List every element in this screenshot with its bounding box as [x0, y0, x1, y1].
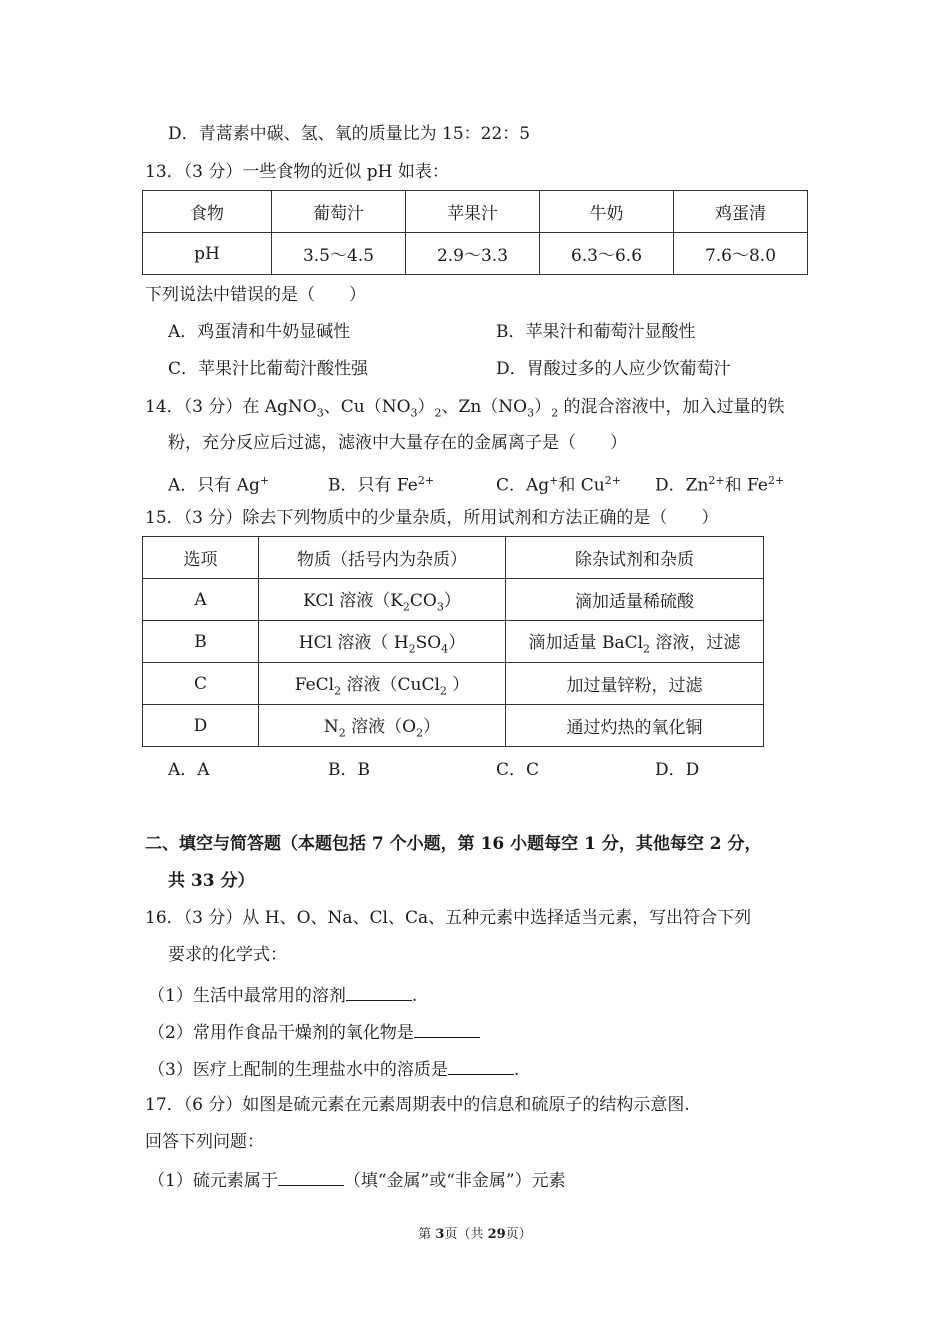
- table-cell: B: [143, 621, 259, 663]
- table-header-cell: 苹果汁: [406, 191, 540, 233]
- q13-stem: 13．（3 分）一些食物的近似 pH 如表：: [145, 162, 449, 182]
- table-cell: 通过灼热的氧化铜: [506, 705, 764, 747]
- q15-stem: 15．（3 分）除去下列物质中的少量杂质，所用试剂和方法正确的是（ ）: [145, 508, 719, 528]
- q15-option-c: C．C: [496, 760, 540, 780]
- q14-option-d: D．$Zn^{2+}$和 $Fe^{2+}$: [655, 474, 785, 496]
- table-cell: FeCl$_2$ 溶液（CuCl$_2$ ）: [259, 663, 506, 705]
- answer-blank[interactable]: [414, 1020, 480, 1038]
- table-cell: KCl 溶液$(K_2CO_3)$: [259, 579, 506, 621]
- table-cell: pH: [143, 233, 272, 275]
- q13-option-a: A．鸡蛋清和牛奶显碱性: [168, 322, 351, 342]
- table-header-cell: 选项: [143, 537, 259, 579]
- q15-option-b: B．B: [328, 760, 370, 780]
- table-header-cell: 物质（括号内为杂质）: [259, 537, 506, 579]
- q17-stem-line2: 回答下列问题：: [145, 1132, 264, 1152]
- table-cell: D: [143, 705, 259, 747]
- page-footer: 第 3页（共 29页）: [418, 1227, 532, 1242]
- q13-option-c: C．苹果汁比葡萄汁酸性强: [168, 359, 369, 379]
- table-row: [143, 579, 764, 621]
- q13-question: 下列说法中错误的是（ ）: [145, 285, 366, 305]
- table-row: [143, 705, 764, 747]
- q14-option-a: A．只有 Ag+: [168, 474, 270, 496]
- table-cell: 加过量锌粉，过滤: [506, 663, 764, 705]
- table-cell: $N_2$ 溶液$(O_2)$: [259, 705, 506, 747]
- table-cell: 滴加适量 BaCl$_2$ 溶液，过滤: [506, 621, 764, 663]
- table-header-cell: 鸡蛋清: [674, 191, 808, 233]
- table-header-cell: 葡萄汁: [272, 191, 406, 233]
- table-cell: 6.3～6.6: [540, 233, 674, 275]
- table-row: [143, 663, 764, 705]
- answer-blank[interactable]: [278, 1168, 344, 1186]
- q16-part-2: （2）常用作食品干燥剂的氧化物是: [148, 1020, 480, 1044]
- q13-option-b: B．苹果汁和葡萄汁显酸性: [496, 322, 696, 342]
- table-header-cell: 牛奶: [540, 191, 674, 233]
- q16-part-3: （3）医疗上配制的生理盐水中的溶质是 .: [148, 1057, 519, 1081]
- q16-part-1: （1）生活中最常用的溶剂 .: [148, 983, 417, 1007]
- table-cell: 滴加适量稀硫酸: [506, 579, 764, 621]
- q14-stem-line2: 粉，充分反应后过滤，滤液中大量存在的金属离子是（ ）: [168, 433, 627, 453]
- table-header-cell: 除杂试剂和杂质: [506, 537, 764, 579]
- table-cell: 3.5～4.5: [272, 233, 406, 275]
- q14-option-b: B．只有 $Fe^{2+}$: [328, 474, 435, 496]
- q16-stem-line2: 要求的化学式：: [168, 945, 287, 965]
- q17-part-1: （1）硫元素属于 （填“金属”或“非金属”）元素: [148, 1168, 566, 1192]
- table-cell: 7.6～8.0: [674, 233, 808, 275]
- q13-option-d: D．胃酸过多的人应少饮葡萄汁: [496, 359, 731, 379]
- q13-ph-table: [142, 190, 808, 275]
- table-cell: 2.9～3.3: [406, 233, 540, 275]
- q17-stem: 17．（6 分）如图是硫元素在元素周期表中的信息和硫原子的结构示意图.: [145, 1095, 690, 1115]
- q15-option-a: A．A: [168, 760, 210, 780]
- table-row: [143, 621, 764, 663]
- table-cell: A: [143, 579, 259, 621]
- section-2-heading-line2: 共 33 分）: [168, 871, 255, 891]
- q14-stem: 14．（3 分）在 AgNO$_3$、$Cu(NO_3)_2$、$Zn(NO_3)_2$ 的混合溶液中，加入过量的铁: [145, 397, 785, 420]
- table-cell: C: [143, 663, 259, 705]
- answer-blank[interactable]: [448, 1057, 514, 1075]
- q12-option-d: D．青蒿素中碳、氢、氧的质量比为 15：22：5: [168, 124, 531, 144]
- q16-stem: 16．（3 分）从 H、O、Na、Cl、Ca、五种元素中选择适当元素，写出符合下列: [145, 908, 752, 928]
- q14-option-c: C．Ag+和 $Cu^{2+}$: [496, 474, 621, 496]
- q15-option-d: D．D: [655, 760, 700, 780]
- section-2-heading: 二、填空与简答题（本题包括 7 个小题，第 16 小题每空 1 分，其他每空 2 分，: [145, 834, 762, 854]
- q15-table: [142, 536, 764, 747]
- table-header-cell: 食物: [143, 191, 272, 233]
- table-cell: HCl 溶液（ $H_2SO_4$）: [259, 621, 506, 663]
- answer-blank[interactable]: [346, 983, 412, 1001]
